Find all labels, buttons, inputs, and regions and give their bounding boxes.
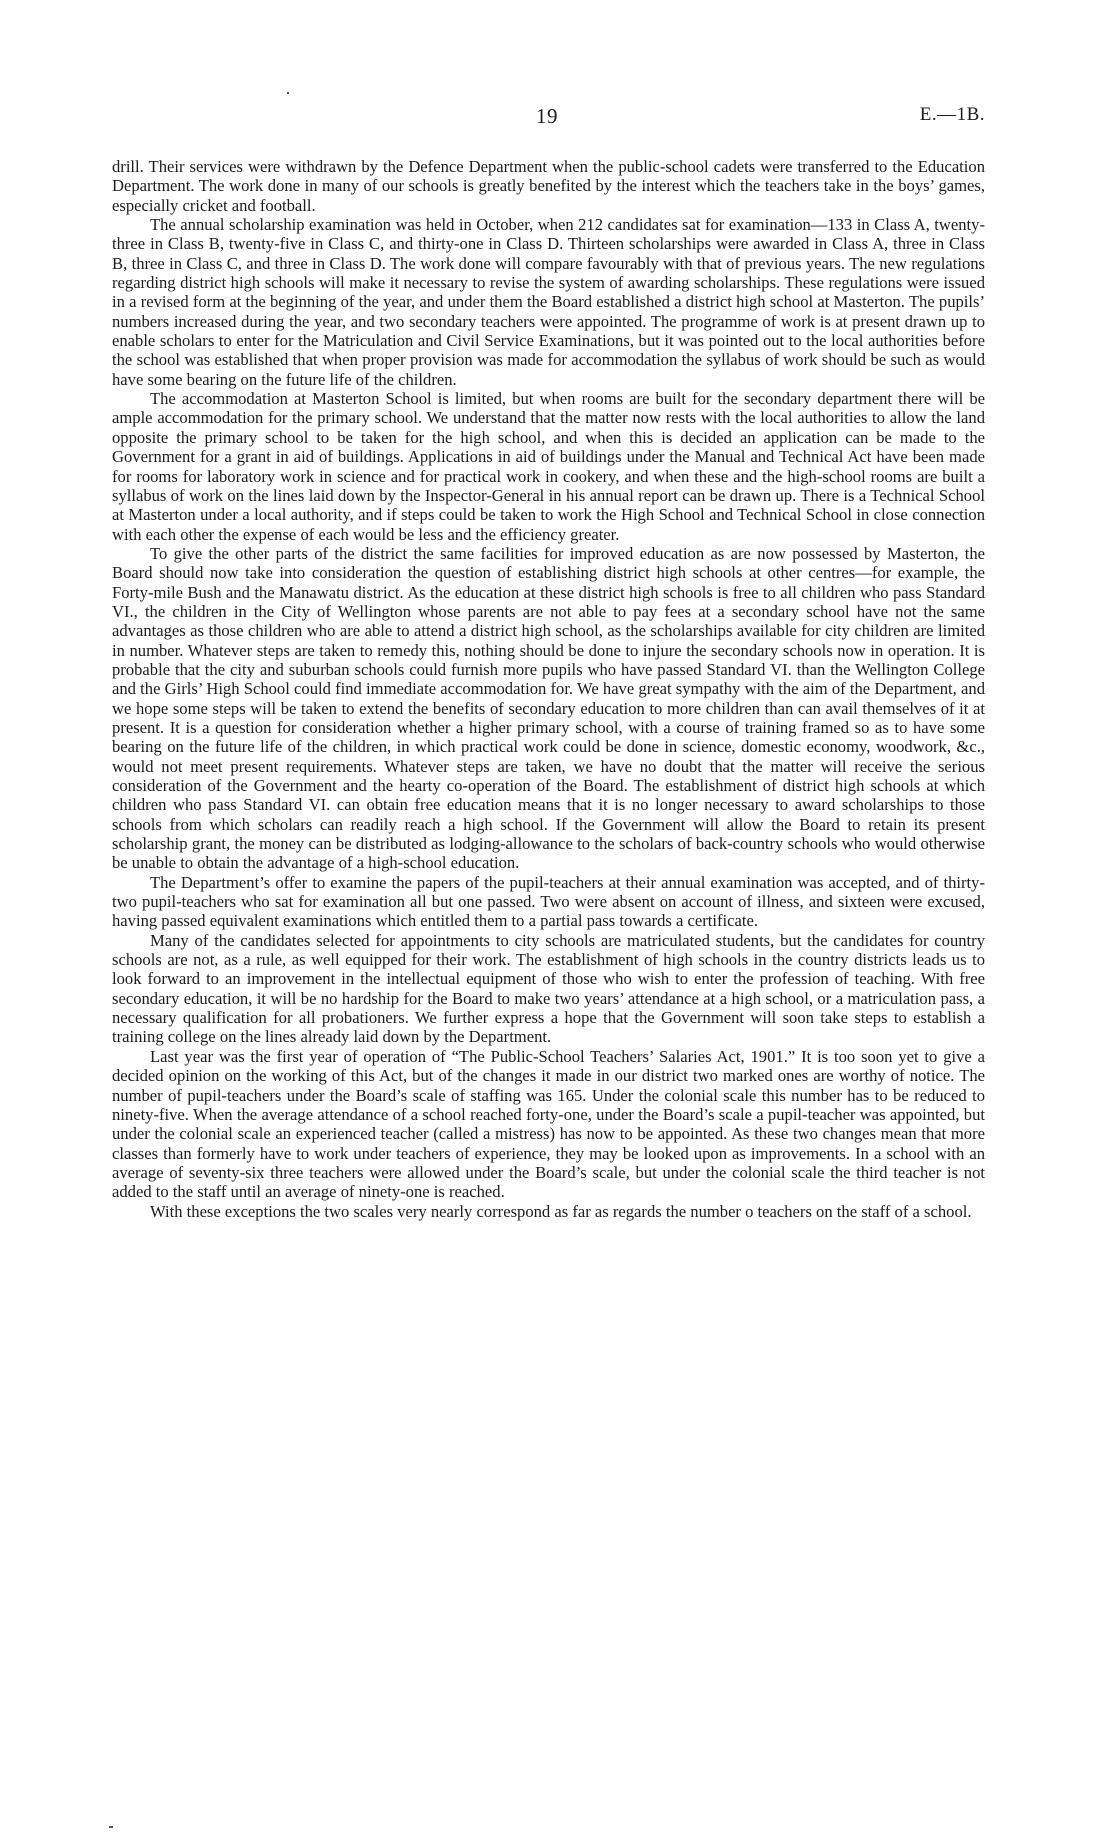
paragraph-scholarship-examination: The annual scholarship examination was held in October, when 212 candidates sat for examination—133 in Class A, twenty-three in Class B, twenty-five in Class C, and thirty-one in Class D. Thirteen scholarships were awarded in Class A, three in Class B, three in Class C, and three in Class D. The work done will compare favourably with that of previous years. The new regulations regarding district high schools will make it necessary to revise the system of awarding scholarships. These regulations were issued in a revised form at the beginning of the year, and under them the Board established a district high school at Masterton. The pupils’ numbers increased during the year, and two secondary teachers were appointed. The programme of work is at present drawn up to enable scholars to enter for the Matriculation and Civil Service Examinations, but it was pointed out to the local authorities before the school was established that when proper provision was made for accommodation the syllabus of work should be such as would have some bearing on the future life of the children. xyxy=(112,215,985,389)
paragraph-pupil-teacher-examination: The Department’s offer to examine the papers of the pupil-teachers at their annual examination was accepted, and of thirty-two pupil-teachers who sat for examination all but one passed. Two were absent on account of illness, and sixteen were excused, having passed equivalent examinations which entitled them to a partial pass towards a certificate. xyxy=(112,872,985,931)
margin-speck xyxy=(109,1826,113,1828)
document-reference: E.—1B. xyxy=(919,104,985,125)
paragraph-scale-exceptions: With these exceptions the two scales very nearly correspond as far as regards the number o teachers on the staff of a school. xyxy=(150,1201,972,1221)
paragraph-salaries-act: Last year was the first year of operation of “The Public-School Teachers’ Salaries Act, 1901.” It is too soon yet to give a decided opinion on the working of this Act, but of the changes it made in our district two marked ones are worthy of notice. The number of pupil-teachers under the Board’s scale of staffing was 165. Under the colonial scale this number has to be reduced to ninety-five. When the average attendance of a school reached forty-one, under the Board’s scale a pupil-teacher was appointed, but under the colonial scale an experienced teacher (called a mistress) has now to be appointed. As these two changes mean that more classes than formerly have to work under teachers of experience, they may be looked upon as improvements. In a school with an average of seventy-six three teachers were allowed under the Board’s scale, but under the colonial scale the third teacher is not added to the staff until an average of ninety-one is reached. xyxy=(112,1046,985,1202)
page-number: 19 xyxy=(536,104,558,128)
page-header xyxy=(0,104,1114,134)
paragraph-district-high-schools: To give the other parts of the district the same facilities for improved education as are now possessed by Masterton, the Board should now take into consideration the question of establishing district high schools at other centres—for example, the Forty-mile Bush and the Manawatu district. As the education at these district high schools is free to all children who pass Standard VI., the children in the City of Wellington whose parents are not able to pay fees at a secondary school have not the same advantages as those children who are able to attend a district high school, as the scholarships available for city children are limited in number. Whatever steps are taken to remedy this, nothing should be done to injure the secondary schools now in operation. It is probable that the city and suburban schools could furnish more pupils who have passed Standard VI. than the Wellington College and the Girls’ High School could find immediate accommodation for. We have great sympathy with the aim of the Department, and we hope some steps will be taken to extend the benefits of secondary education to more children than can avail themselves of it at present. It is a question for consideration whether a higher primary school, with a course of training framed so as to have some bearing on the future life of the children, in which practical work could be done in science, domestic economy, woodwork, &c., would not meet present requirements. Whatever steps are taken, we have no doubt that the matter will receive the serious consideration of the Government and the hearty co-operation of the Board. The establishment of district high schools at which children who pass Standard VI. can obtain free education means that it is no longer necessary to award scholarships to those schools from which scholars can readily reach a high school. If the Government will allow the Board to retain its present scholarship grant, the money can be distributed as lodging-allowance to the scholars of back-country schools who would otherwise be unable to obtain the advantage of a high-school education. xyxy=(112,543,985,873)
paragraph-candidates: Many of the candidates selected for appointments to city schools are matriculated students, but the candidates for country schools are not, as a rule, as well equipped for their work. The establishment of high schools in the country districts leads us to look forward to an improvement in the intellectual equipment of those who wish to enter the profession of teaching. With free secondary education, it will be no hardship for the Board to make two years’ attendance at a high school, or a matriculation pass, a necessary qualification for all probationers. We further express a hope that the Government will soon take steps to establish a training college on the lines already laid down by the Department. xyxy=(112,930,985,1047)
body-text xyxy=(112,157,985,1221)
margin-speck xyxy=(287,92,289,94)
paragraph-masterton-accommodation: The accommodation at Masterton School is limited, but when rooms are built for the secondary department there will be ample accommodation for the primary school. We understand that the matter now rests with the local authorities to allow the land opposite the primary school to be taken for the high school, and when this is decided an application can be made to the Government for a grant in aid of buildings. Applications in aid of buildings under the Manual and Technical Act have been made for rooms for laboratory work in science and for practical work in cookery, and when these and the high-school rooms are built a syllabus of work on the lines laid down by the Inspector-General in his annual report can be drawn up. There is a Technical School at Masterton under a local authority, and if steps could be taken to work the High School and Technical School in close connection with each other the expense of each would be less and the efficiency greater. xyxy=(112,389,985,544)
paragraph-continuation: drill. Their services were withdrawn by the Defence Department when the public-school cadets were transferred to the Education Department. The work done in many of our schools is greatly benefited by the interest which the teachers take in the boys’ games, especially cricket and football. xyxy=(112,157,985,215)
